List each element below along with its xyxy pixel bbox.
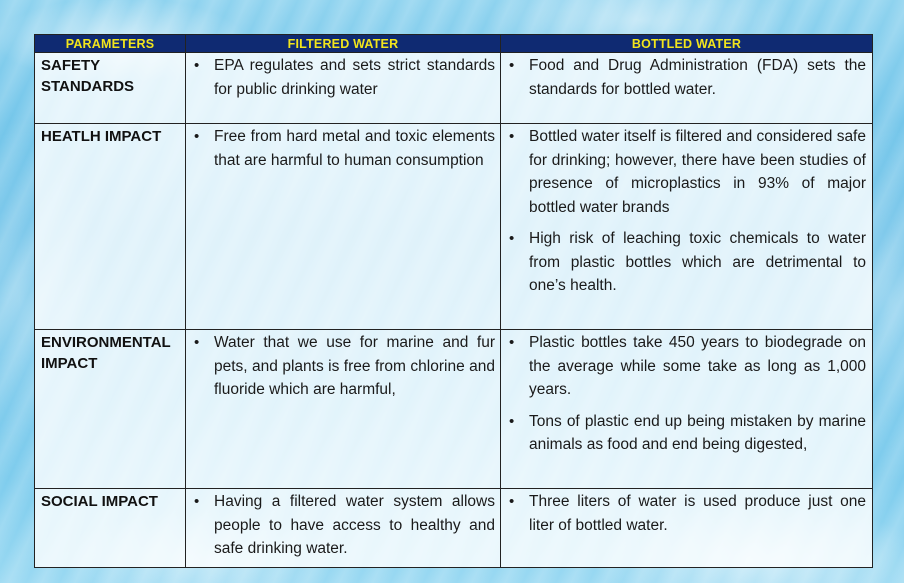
list-item: • Having a filtered water system allows people to have access to healthy and safe drinking water. — [214, 490, 495, 561]
filtered-cell — [186, 124, 501, 330]
list-item: • Free from hard metal and toxic elements that are harmful to human consumption — [214, 125, 495, 172]
comparison-table-wrapper — [34, 34, 872, 568]
table-row — [35, 53, 873, 124]
table-row — [35, 124, 873, 330]
list-item: • Tons of plastic end up being mistaken by marine animals as food and end being digested, — [529, 410, 866, 457]
bottled-cell — [501, 124, 873, 330]
comparison-table — [34, 34, 873, 568]
list-item: • Plastic bottles take 450 years to biodegrade on the average while some take as long as 1,000 years. — [529, 331, 866, 402]
header-bottled-water: BOTTLED WATER — [501, 35, 873, 53]
table-row — [35, 489, 873, 568]
row-parameter: ENVIRONMENTAL IMPACT — [35, 330, 186, 489]
bottled-cell — [501, 330, 873, 489]
header-filtered-water: FILTERED WATER — [186, 35, 501, 53]
bottled-cell — [501, 489, 873, 568]
row-parameter: SOCIAL IMPACT — [35, 489, 186, 568]
bottled-cell — [501, 53, 873, 124]
row-parameter: HEATLH IMPACT — [35, 124, 186, 330]
filtered-cell — [186, 330, 501, 489]
row-parameter: SAFETY STANDARDS — [35, 53, 186, 124]
list-item: • Three liters of water is used produce just one liter of bottled water. — [529, 490, 866, 537]
list-item: • Food and Drug Administration (FDA) sets the standards for bottled water. — [529, 54, 866, 101]
list-item: • Water that we use for marine and fur pets, and plants is free from chlorine and fluoride which are harmful, — [214, 331, 495, 402]
table-row — [35, 330, 873, 489]
filtered-cell — [186, 53, 501, 124]
header-parameters: PARAMETERS — [35, 35, 186, 53]
list-item: • High risk of leaching toxic chemicals to water from plastic bottles which are detrimental to one’s health. — [529, 227, 866, 298]
list-item: • Bottled water itself is filtered and considered safe for drinking; however, there have been studies of presence of microplastics in 93% of major bottled water brands — [529, 125, 866, 219]
header-row — [35, 35, 873, 53]
filtered-cell — [186, 489, 501, 568]
list-item: • EPA regulates and sets strict standards for public drinking water — [214, 54, 495, 101]
